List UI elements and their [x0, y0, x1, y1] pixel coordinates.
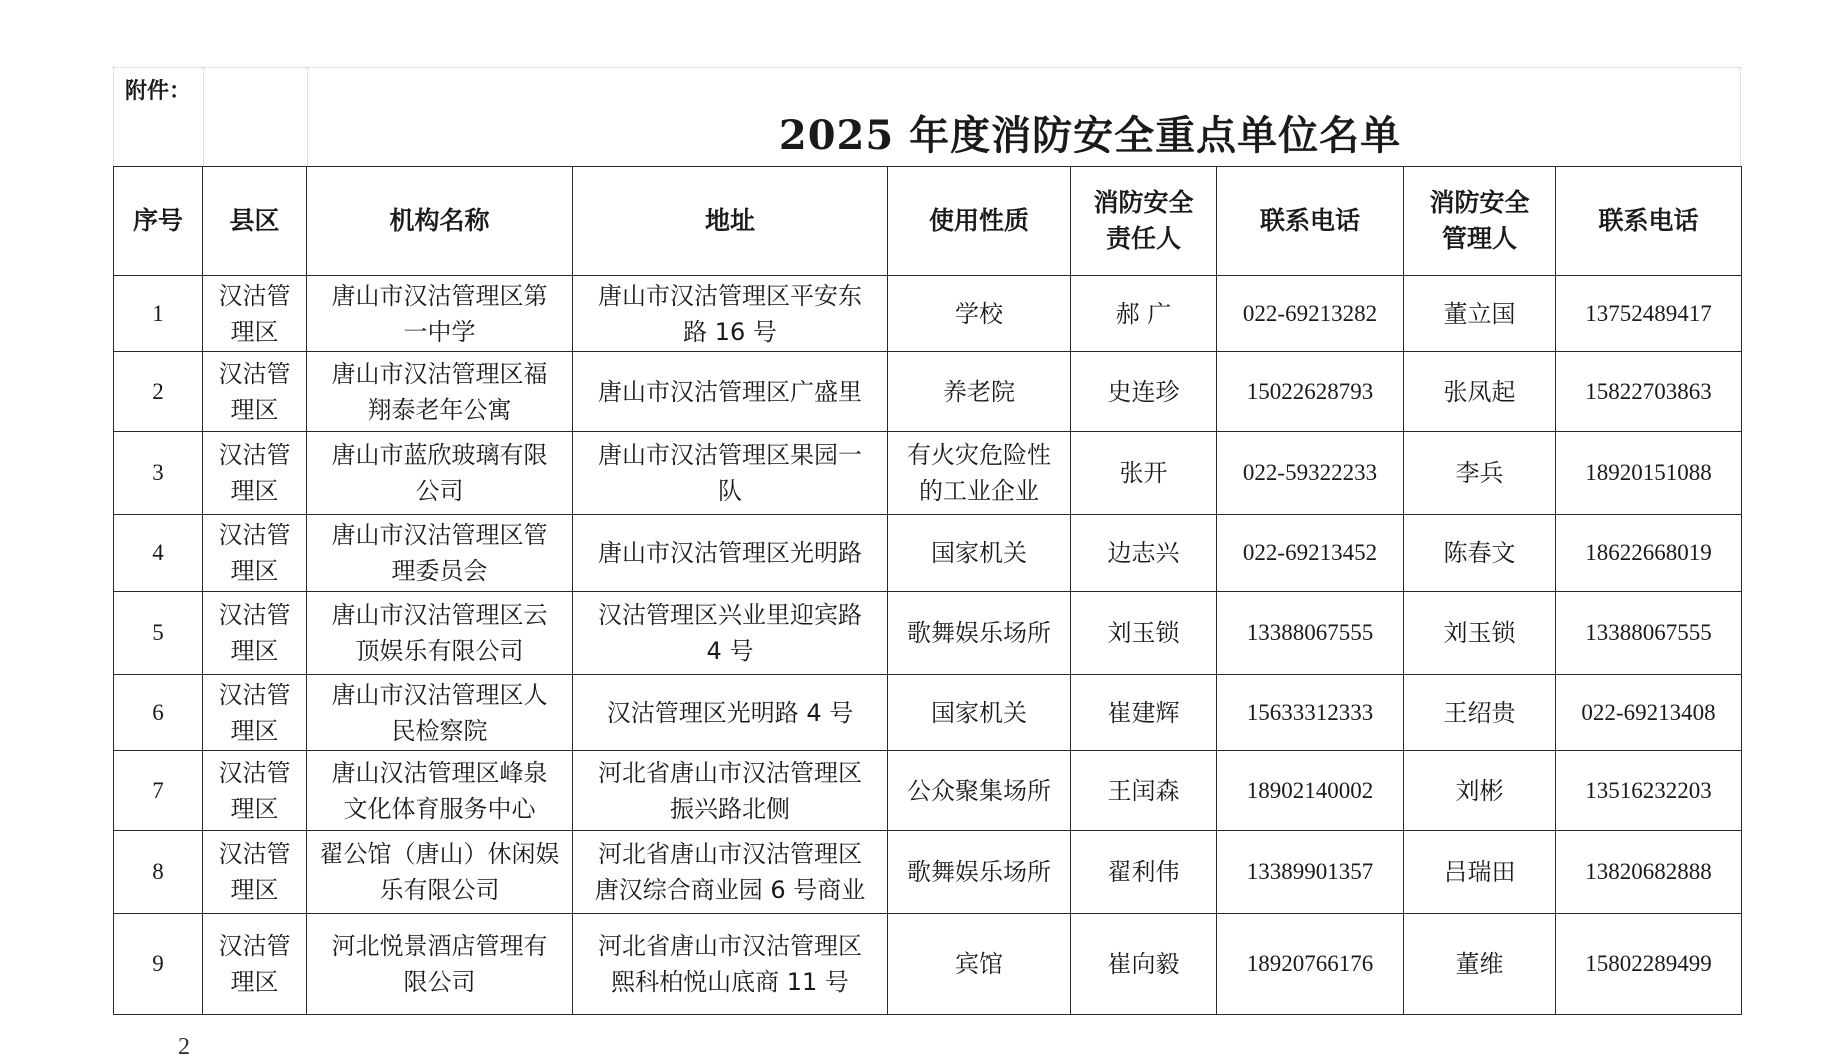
cell-usage: 公众聚集场所 [888, 751, 1071, 831]
cell-index: 9 [114, 914, 203, 1015]
grid-divider [307, 68, 308, 165]
cell-usage: 歌舞娱乐场所 [888, 831, 1071, 914]
cell-usage: 学校 [888, 276, 1071, 352]
cell-usage: 国家机关 [888, 515, 1071, 592]
cell-responsible-phone: 022-59322233 [1217, 432, 1404, 515]
cell-responsible-person: 张开 [1071, 432, 1217, 515]
table-row [114, 276, 1742, 352]
cell-responsible-person: 边志兴 [1071, 515, 1217, 592]
cell-county: 汉沽管 理区 [203, 914, 307, 1015]
grid-divider [203, 68, 204, 165]
cell-manager-phone: 18920151088 [1556, 432, 1742, 515]
cell-org-name: 唐山市蓝欣玻璃有限 公司 [307, 432, 573, 515]
cell-manager-phone: 13516232203 [1556, 751, 1742, 831]
cell-index: 7 [114, 751, 203, 831]
cell-manager-phone: 15802289499 [1556, 914, 1742, 1015]
table-row [114, 914, 1742, 1015]
cell-manager: 张凤起 [1404, 352, 1556, 432]
cell-manager-phone: 13752489417 [1556, 276, 1742, 352]
cell-manager: 刘彬 [1404, 751, 1556, 831]
cell-index: 3 [114, 432, 203, 515]
cell-address: 唐山市汉沽管理区平安东 路 16 号 [573, 276, 888, 352]
cell-county: 汉沽管 理区 [203, 751, 307, 831]
cell-responsible-phone: 022-69213282 [1217, 276, 1404, 352]
attachment-label: 附件： [125, 79, 192, 104]
cell-county: 汉沽管 理区 [203, 515, 307, 592]
col-header-manager-phone: 联系电话 [1556, 167, 1742, 276]
table-row [114, 675, 1742, 751]
table-row [114, 352, 1742, 432]
cell-county: 汉沽管 理区 [203, 831, 307, 914]
table-row [114, 831, 1742, 914]
cell-responsible-phone: 15022628793 [1217, 352, 1404, 432]
table-row [114, 751, 1742, 831]
page-number: 2 [178, 1034, 190, 1060]
cell-org-name: 唐山汉沽管理区峰泉 文化体育服务中心 [307, 751, 573, 831]
cell-address: 唐山市汉沽管理区广盛里 [573, 352, 888, 432]
cell-responsible-person: 崔建辉 [1071, 675, 1217, 751]
cell-responsible-person: 王闰森 [1071, 751, 1217, 831]
cell-index: 4 [114, 515, 203, 592]
fire-safety-unit-table [113, 166, 1742, 1015]
cell-responsible-phone: 022-69213452 [1217, 515, 1404, 592]
cell-org-name: 唐山市汉沽管理区管 理委员会 [307, 515, 573, 592]
col-header-usage: 使用性质 [888, 167, 1071, 276]
cell-manager-phone: 022-69213408 [1556, 675, 1742, 751]
table-body [114, 276, 1742, 1015]
cell-index: 5 [114, 592, 203, 675]
cell-responsible-person: 崔向毅 [1071, 914, 1217, 1015]
cell-manager: 王绍贵 [1404, 675, 1556, 751]
cell-county: 汉沽管 理区 [203, 675, 307, 751]
cell-responsible-phone: 18902140002 [1217, 751, 1404, 831]
cell-address: 汉沽管理区兴业里迎宾路 4 号 [573, 592, 888, 675]
table-header-row [114, 167, 1742, 276]
cell-org-name: 河北悦景酒店管理有 限公司 [307, 914, 573, 1015]
cell-usage: 国家机关 [888, 675, 1071, 751]
col-header-county: 县区 [203, 167, 307, 276]
cell-responsible-person: 翟利伟 [1071, 831, 1217, 914]
document-title: 2025 年度消防安全重点单位名单 [778, 112, 1402, 159]
cell-county: 汉沽管 理区 [203, 276, 307, 352]
cell-index: 2 [114, 352, 203, 432]
cell-responsible-person: 郝 广 [1071, 276, 1217, 352]
cell-org-name: 唐山市汉沽管理区福 翔泰老年公寓 [307, 352, 573, 432]
cell-manager: 李兵 [1404, 432, 1556, 515]
cell-address: 河北省唐山市汉沽管理区 熙科柏悦山底商 11 号 [573, 914, 888, 1015]
cell-manager: 吕瑞田 [1404, 831, 1556, 914]
cell-responsible-phone: 13389901357 [1217, 831, 1404, 914]
col-header-manager: 消防安全 管理人 [1404, 167, 1556, 276]
cell-responsible-phone: 18920766176 [1217, 914, 1404, 1015]
cell-manager: 刘玉锁 [1404, 592, 1556, 675]
cell-manager-phone: 13388067555 [1556, 592, 1742, 675]
cell-address: 汉沽管理区光明路 4 号 [573, 675, 888, 751]
cell-manager-phone: 18622668019 [1556, 515, 1742, 592]
cell-usage: 歌舞娱乐场所 [888, 592, 1071, 675]
cell-usage: 养老院 [888, 352, 1071, 432]
cell-responsible-person: 刘玉锁 [1071, 592, 1217, 675]
cell-address: 河北省唐山市汉沽管理区 振兴路北侧 [573, 751, 888, 831]
table-row [114, 432, 1742, 515]
cell-index: 6 [114, 675, 203, 751]
table-row [114, 515, 1742, 592]
cell-responsible-phone: 15633312333 [1217, 675, 1404, 751]
cell-org-name: 唐山市汉沽管理区第 一中学 [307, 276, 573, 352]
cell-responsible-person: 史连珍 [1071, 352, 1217, 432]
cell-address: 唐山市汉沽管理区果园一 队 [573, 432, 888, 515]
cell-address: 唐山市汉沽管理区光明路 [573, 515, 888, 592]
col-header-responsible-person: 消防安全 责任人 [1071, 167, 1217, 276]
col-header-address: 地址 [573, 167, 888, 276]
cell-address: 河北省唐山市汉沽管理区 唐汉综合商业园 6 号商业 [573, 831, 888, 914]
cell-org-name: 唐山市汉沽管理区云 顶娱乐有限公司 [307, 592, 573, 675]
cell-manager-phone: 13820682888 [1556, 831, 1742, 914]
cell-index: 8 [114, 831, 203, 914]
cell-county: 汉沽管 理区 [203, 352, 307, 432]
col-header-index: 序号 [114, 167, 203, 276]
cell-manager: 董维 [1404, 914, 1556, 1015]
cell-responsible-phone: 13388067555 [1217, 592, 1404, 675]
cell-index: 1 [114, 276, 203, 352]
col-header-responsible-phone: 联系电话 [1217, 167, 1404, 276]
cell-manager: 董立国 [1404, 276, 1556, 352]
cell-usage: 有火灾危险性 的工业企业 [888, 432, 1071, 515]
cell-manager-phone: 15822703863 [1556, 352, 1742, 432]
cell-org-name: 唐山市汉沽管理区人 民检察院 [307, 675, 573, 751]
cell-county: 汉沽管 理区 [203, 592, 307, 675]
cell-manager: 陈春文 [1404, 515, 1556, 592]
cell-usage: 宾馆 [888, 914, 1071, 1015]
table-row [114, 592, 1742, 675]
cell-county: 汉沽管 理区 [203, 432, 307, 515]
col-header-org-name: 机构名称 [307, 167, 573, 276]
cell-org-name: 翟公馆（唐山）休闲娱 乐有限公司 [307, 831, 573, 914]
